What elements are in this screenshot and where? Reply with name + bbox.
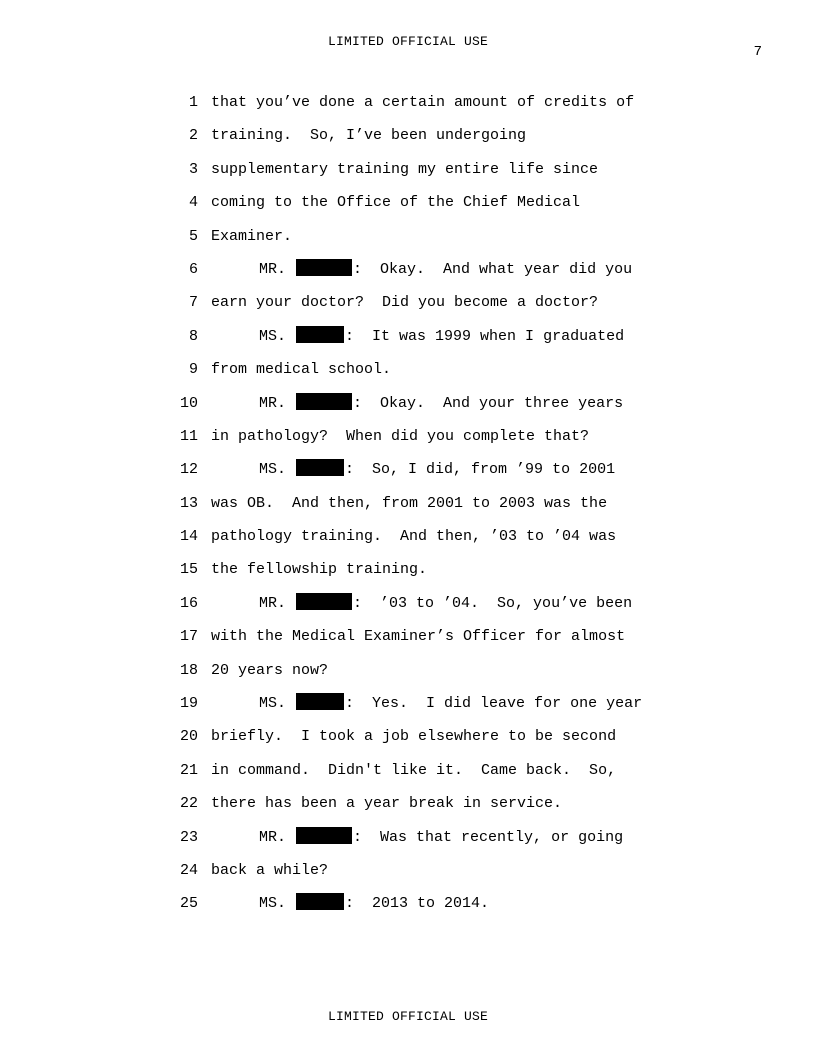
line-text: back a while? [211, 861, 329, 879]
transcript-line [170, 626, 690, 659]
speaker-prefix: MR. [259, 828, 287, 846]
line-number: 17 [179, 628, 198, 646]
speaker-statement: : So, I did, from ’99 to 2001 [345, 461, 616, 479]
transcript-line [170, 92, 690, 125]
line-text: pathology training. And then, ’03 to ’04 was [211, 528, 617, 546]
line-text: 20 years now? [211, 661, 329, 679]
transcript-line [170, 726, 690, 759]
line-text: earn your doctor? Did you become a doctor? [211, 294, 599, 312]
line-text: from medical school. [211, 361, 392, 379]
speaker-prefix: MS. [259, 695, 287, 713]
speaker-statement: : 2013 to 2014. [345, 895, 490, 913]
line-number: 12 [179, 461, 198, 479]
line-text: coming to the Office of the Chief Medical [211, 194, 581, 212]
transcript-line [170, 660, 690, 693]
line-number: 22 [179, 795, 198, 813]
line-number: 3 [188, 160, 198, 178]
redaction-box [296, 393, 352, 410]
line-number: 16 [179, 594, 198, 612]
redaction-box [296, 326, 344, 343]
page-number: 7 [753, 44, 762, 60]
transcript-line [170, 393, 690, 426]
transcript-line [170, 760, 690, 793]
line-number: 9 [188, 361, 198, 379]
transcript-lines [170, 92, 690, 927]
speaker-prefix: MS. [259, 327, 287, 345]
line-text: the fellowship training. [211, 561, 428, 579]
transcript-line [170, 359, 690, 392]
redaction-box [296, 893, 344, 910]
redaction-box [296, 593, 352, 610]
line-text: that you’ve done a certain amount of credits of [211, 94, 635, 111]
line-number: 25 [179, 895, 198, 913]
redaction-box [296, 693, 344, 710]
speaker-statement: : Okay. And your three years [353, 394, 624, 412]
speaker-line-text [259, 259, 632, 281]
transcript-line [170, 159, 690, 192]
line-number: 6 [188, 260, 198, 278]
speaker-statement: : It was 1999 when I graduated [345, 327, 625, 345]
speaker-prefix: MS. [259, 461, 287, 479]
transcript-line [170, 292, 690, 325]
line-number: 11 [179, 427, 198, 445]
transcript-line [170, 426, 690, 459]
line-text: briefly. I took a job elsewhere to be second [211, 728, 617, 746]
transcript-line [170, 259, 690, 292]
transcript-line [170, 125, 690, 158]
speaker-line-text [259, 393, 623, 415]
line-text: Examiner. [211, 227, 293, 245]
header-classification-banner: LIMITED OFFICIAL USE [327, 34, 489, 49]
line-text: supplementary training my entire life since [211, 160, 599, 178]
transcript-line [170, 493, 690, 526]
line-number: 19 [179, 695, 198, 713]
line-number: 8 [188, 327, 198, 345]
line-number: 10 [179, 394, 198, 412]
speaker-line-text [259, 593, 632, 615]
speaker-line-text [259, 893, 489, 915]
line-text: training. So, I’ve been undergoing [211, 127, 527, 145]
line-text: in command. Didn't like it. Came back. So, [211, 761, 617, 779]
transcript-line [170, 459, 690, 492]
transcript-line [170, 860, 690, 893]
line-number: 24 [179, 861, 198, 879]
speaker-statement: : Okay. And what year did you [353, 260, 633, 278]
speaker-line-text [259, 459, 615, 481]
line-number: 14 [179, 528, 198, 546]
line-number: 1 [188, 94, 198, 111]
line-number: 5 [188, 227, 198, 245]
line-text: in pathology? When did you complete that? [211, 427, 590, 445]
redaction-box [296, 459, 344, 476]
transcript-line [170, 559, 690, 592]
line-number: 13 [179, 494, 198, 512]
transcript-line [170, 226, 690, 259]
transcript-line [170, 893, 690, 926]
speaker-statement: : Was that recently, or going [353, 828, 624, 846]
speaker-prefix: MR. [259, 594, 287, 612]
line-text: was OB. And then, from 2001 to 2003 was the [211, 494, 608, 512]
transcript-line [170, 192, 690, 225]
line-number: 2 [188, 127, 198, 145]
transcript-line [170, 526, 690, 559]
speaker-line-text [259, 326, 624, 348]
speaker-statement: : ’03 to ’04. So, you’ve been [353, 594, 633, 612]
speaker-prefix: MR. [259, 260, 287, 278]
speaker-prefix: MS. [259, 895, 287, 913]
transcript-line [170, 593, 690, 626]
transcript-line [170, 693, 690, 726]
speaker-line-text [259, 693, 642, 715]
transcript-line [170, 326, 690, 359]
line-text: there has been a year break in service. [211, 795, 563, 813]
line-number: 20 [179, 728, 198, 746]
line-number: 21 [179, 761, 198, 779]
speaker-statement: : Yes. I did leave for one year [345, 695, 643, 713]
line-number: 4 [188, 194, 198, 212]
line-number: 23 [179, 828, 198, 846]
transcript-line [170, 827, 690, 860]
footer-classification-banner: LIMITED OFFICIAL USE [327, 1009, 489, 1024]
line-number: 18 [179, 661, 198, 679]
line-text: with the Medical Examiner’s Officer for almost [211, 628, 626, 646]
redaction-box [296, 827, 352, 844]
speaker-prefix: MR. [259, 394, 287, 412]
speaker-line-text [259, 827, 623, 849]
line-number: 15 [179, 561, 198, 579]
redaction-box [296, 259, 352, 276]
line-number: 7 [188, 294, 198, 312]
transcript-line [170, 793, 690, 826]
